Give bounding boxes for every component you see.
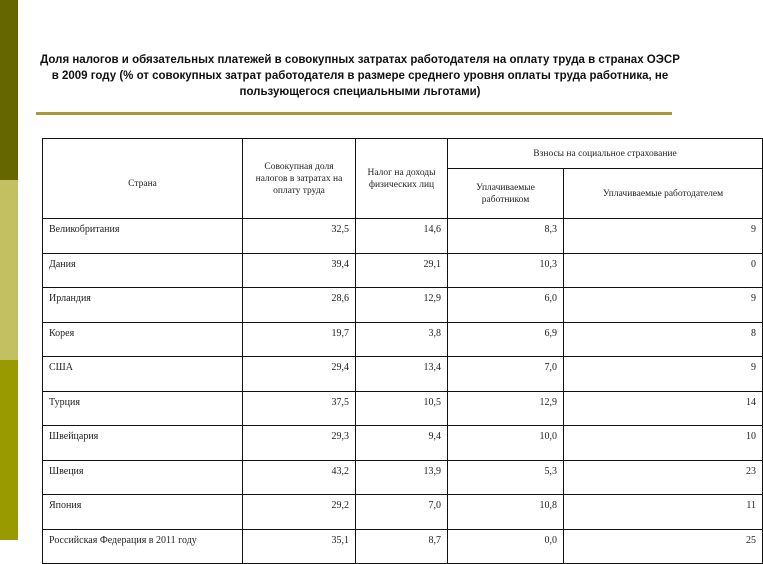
- employee-contribution-value: 10,3: [448, 253, 564, 288]
- table-row: [43, 253, 763, 288]
- table-row: [43, 288, 763, 323]
- country-name: Великобритания: [43, 219, 243, 254]
- employer-contribution-value: 9: [564, 219, 763, 254]
- income-tax-value: 14,6: [356, 219, 448, 254]
- employee-contribution-value: 8,3: [448, 219, 564, 254]
- country-name: Дания: [43, 253, 243, 288]
- title-divider: [36, 112, 672, 115]
- country-name: Ирландия: [43, 288, 243, 323]
- sidebar-band-dark-olive: [0, 0, 18, 180]
- income-tax-value: 9,4: [356, 426, 448, 461]
- sidebar-band-olive: [0, 360, 18, 540]
- employee-contribution-value: 0,0: [448, 529, 564, 564]
- header-social-insurance: Взносы на социальное страхование: [448, 139, 763, 169]
- country-name: Российская Федерация в 2011 году: [43, 529, 243, 564]
- slide-title: Доля налогов и обязательных платежей в совокупных затратах работодателя на оплату труда в странах ОЭСР в 2009 году (% от совокупных затрат работодателя в размере среднего уровня оплаты труда работника, не пользующегося специальными льготами): [40, 54, 680, 98]
- country-name: Швеция: [43, 460, 243, 495]
- tax-share-table: [42, 138, 763, 564]
- country-name: Турция: [43, 391, 243, 426]
- total-share-value: 28,6: [243, 288, 356, 323]
- employee-contribution-value: 6,0: [448, 288, 564, 323]
- employer-contribution-value: 23: [564, 460, 763, 495]
- country-name: Корея: [43, 322, 243, 357]
- header-paid-by-employer: Уплачиваемые работодателем: [564, 169, 763, 219]
- employer-contribution-value: 11: [564, 495, 763, 530]
- income-tax-value: 13,4: [356, 357, 448, 392]
- total-share-value: 37,5: [243, 391, 356, 426]
- total-share-value: 43,2: [243, 460, 356, 495]
- employer-contribution-value: 10: [564, 426, 763, 461]
- employee-contribution-value: 12,9: [448, 391, 564, 426]
- employer-contribution-value: 0: [564, 253, 763, 288]
- table-row: [43, 495, 763, 530]
- header-paid-by-employee: Уплачиваемые работником: [448, 169, 564, 219]
- total-share-value: 32,5: [243, 219, 356, 254]
- country-name: США: [43, 357, 243, 392]
- total-share-value: 29,2: [243, 495, 356, 530]
- country-name: Япония: [43, 495, 243, 530]
- table-row: [43, 460, 763, 495]
- employee-contribution-value: 10,8: [448, 495, 564, 530]
- employee-contribution-value: 7,0: [448, 357, 564, 392]
- decorative-sidebar: [0, 0, 18, 540]
- employer-contribution-value: 8: [564, 322, 763, 357]
- table-row: [43, 529, 763, 564]
- employer-contribution-value: 9: [564, 357, 763, 392]
- employee-contribution-value: 5,3: [448, 460, 564, 495]
- total-share-value: 29,3: [243, 426, 356, 461]
- income-tax-value: 13,9: [356, 460, 448, 495]
- table-row: [43, 391, 763, 426]
- income-tax-value: 12,9: [356, 288, 448, 323]
- sidebar-band-khaki: [0, 180, 18, 360]
- total-share-value: 35,1: [243, 529, 356, 564]
- total-share-value: 29,4: [243, 357, 356, 392]
- total-share-value: 39,4: [243, 253, 356, 288]
- income-tax-value: 3,8: [356, 322, 448, 357]
- table-row: [43, 219, 763, 254]
- income-tax-value: 7,0: [356, 495, 448, 530]
- income-tax-value: 29,1: [356, 253, 448, 288]
- total-share-value: 19,7: [243, 322, 356, 357]
- header-total-share: Совокупная доля налогов в затратах на оплату труда: [243, 139, 356, 219]
- income-tax-value: 8,7: [356, 529, 448, 564]
- table-row: [43, 426, 763, 461]
- header-income-tax: Налог на доходы физических лиц: [356, 139, 448, 219]
- employer-contribution-value: 25: [564, 529, 763, 564]
- employer-contribution-value: 9: [564, 288, 763, 323]
- table-row: [43, 357, 763, 392]
- employee-contribution-value: 10,0: [448, 426, 564, 461]
- header-country: Страна: [43, 139, 243, 219]
- employer-contribution-value: 14: [564, 391, 763, 426]
- employee-contribution-value: 6,9: [448, 322, 564, 357]
- country-name: Швейцария: [43, 426, 243, 461]
- income-tax-value: 10,5: [356, 391, 448, 426]
- table-row: [43, 322, 763, 357]
